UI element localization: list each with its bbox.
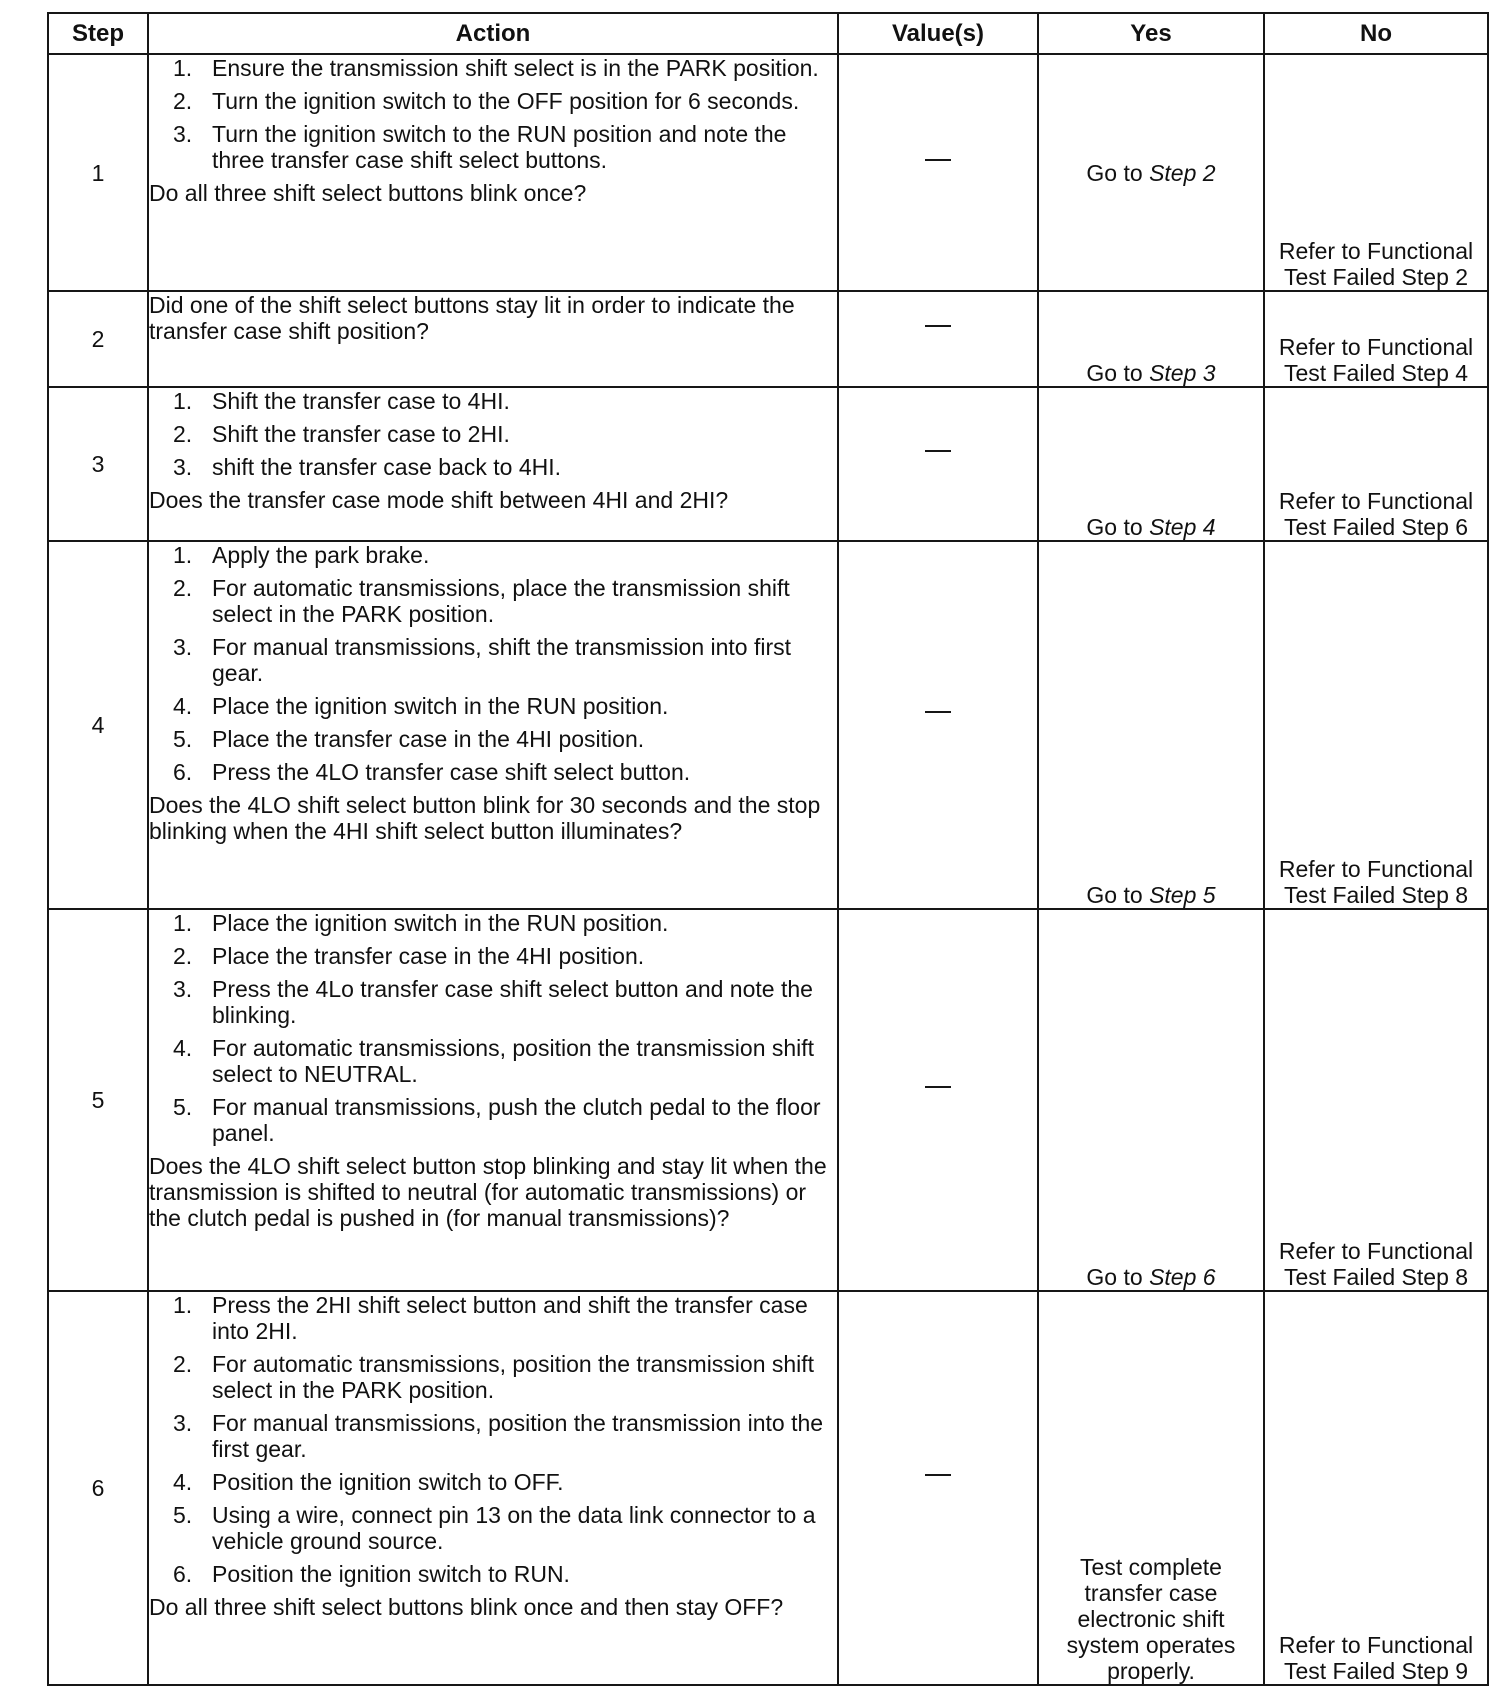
action-steps <box>149 1292 837 1587</box>
no-cell: Refer to Functional Test Failed Step 9 <box>1264 1291 1488 1685</box>
action-step-number: 3. <box>173 121 193 147</box>
action-step-number: 1. <box>173 55 193 81</box>
action-step-number: 5. <box>173 1502 193 1528</box>
action-step-number: 4. <box>173 693 193 719</box>
value-cell <box>838 909 1038 1291</box>
action-step-text: Shift the transfer case to 4HI. <box>212 388 510 414</box>
table-row-step-6 <box>48 1291 1488 1685</box>
action-step-text: Position the ignition switch to OFF. <box>212 1469 564 1495</box>
yes-step-ref: Step 5 <box>1149 882 1216 908</box>
action-step-text: Ensure the transmission shift select is in the PARK position. <box>212 55 819 81</box>
action-step-text: shift the transfer case back to 4HI. <box>212 454 561 480</box>
action-step <box>149 634 837 686</box>
value-cell <box>838 387 1038 541</box>
action-step <box>149 1035 837 1087</box>
action-step-text: For manual transmissions, shift the transmission into first gear. <box>212 634 792 686</box>
action-cell <box>148 291 838 387</box>
action-step <box>149 575 837 627</box>
yes-cell <box>1038 54 1264 291</box>
table-row-step-3 <box>48 387 1488 541</box>
action-step-text: Turn the ignition switch to the RUN position and note the three transfer case shift select buttons. <box>212 121 787 173</box>
action-step <box>149 1410 837 1462</box>
yes-prefix: Go to <box>1086 514 1150 540</box>
table-row-step-4 <box>48 541 1488 909</box>
action-question: Does the transfer case mode shift between 4HI and 2HI? <box>149 487 729 513</box>
action-step-text: Place the ignition switch in the RUN position. <box>212 910 669 936</box>
action-step-number: 1. <box>173 1292 193 1318</box>
action-step-text: Place the transfer case in the 4HI position. <box>212 943 645 969</box>
action-step-number: 6. <box>173 759 193 785</box>
action-step <box>149 1351 837 1403</box>
yes-cell <box>1038 541 1264 909</box>
no-cell: Refer to Functional Test Failed Step 8 <box>1264 909 1488 1291</box>
header-no: No <box>1264 13 1488 54</box>
action-step-number: 2. <box>173 575 193 601</box>
action-step-text: For automatic transmissions, position the transmission shift select to NEUTRAL. <box>212 1035 815 1087</box>
action-step-number: 3. <box>173 454 193 480</box>
action-step-number: 1. <box>173 388 193 414</box>
yes-cell <box>1038 291 1264 387</box>
action-step-number: 3. <box>173 976 193 1002</box>
action-step-text: Place the transfer case in the 4HI position. <box>212 726 645 752</box>
no-cell: Refer to Functional Test Failed Step 4 <box>1264 291 1488 387</box>
action-step-text: Press the 2HI shift select button and shift the transfer case into 2HI. <box>212 1292 808 1344</box>
action-step-number: 5. <box>173 1094 193 1120</box>
action-step <box>149 88 837 114</box>
action-question: Does the 4LO shift select button stop blinking and stay lit when the transmission is shifted to neutral (for automatic transmissions) or the clutch pedal is pushed in (for manual transmissions)? <box>149 1153 827 1231</box>
action-step-text: Shift the transfer case to 2HI. <box>212 421 510 447</box>
value-dash <box>925 1086 951 1114</box>
action-step-number: 1. <box>173 542 193 568</box>
action-question: Did one of the shift select buttons stay lit in order to indicate the transfer case shift position? <box>149 292 795 344</box>
action-step <box>149 1561 837 1587</box>
value-dash <box>925 711 951 739</box>
action-step <box>149 121 837 173</box>
action-step-number: 3. <box>173 1410 193 1436</box>
action-step-text: Press the 4Lo transfer case shift select button and note the blinking. <box>212 976 813 1028</box>
no-cell: Refer to Functional Test Failed Step 6 <box>1264 387 1488 541</box>
action-question: Do all three shift select buttons blink once and then stay OFF? <box>149 1594 784 1620</box>
table-row-step-5 <box>48 909 1488 1291</box>
action-step-text: For automatic transmissions, place the transmission shift select in the PARK position. <box>212 575 790 627</box>
step-number: 1 <box>48 54 148 291</box>
action-step-number: 2. <box>173 1351 193 1377</box>
yes-step-ref: Step 4 <box>1149 514 1216 540</box>
action-step-text: Using a wire, connect pin 13 on the data link connector to a vehicle ground source. <box>212 1502 816 1554</box>
yes-step-ref: Step 2 <box>1149 159 1216 186</box>
action-question: Does the 4LO shift select button blink for 30 seconds and the stop blinking when the 4HI shift select button illuminates? <box>149 792 821 844</box>
action-cell <box>148 387 838 541</box>
action-steps <box>149 55 837 173</box>
action-step-number: 4. <box>173 1035 193 1061</box>
action-step-number: 6. <box>173 1561 193 1587</box>
value-dash <box>925 325 951 353</box>
action-step-text: For manual transmissions, push the clutch pedal to the floor panel. <box>212 1094 821 1146</box>
action-step <box>149 693 837 719</box>
header-step: Step <box>48 13 148 54</box>
value-dash <box>925 1474 951 1502</box>
action-step-number: 2. <box>173 421 193 447</box>
action-step-text: Place the ignition switch in the RUN position. <box>212 693 669 719</box>
value-cell <box>838 291 1038 387</box>
action-step-text: Apply the park brake. <box>212 542 430 568</box>
action-step-text: For manual transmissions, position the transmission into the first gear. <box>212 1410 824 1462</box>
action-step <box>149 943 837 969</box>
action-step-number: 4. <box>173 1469 193 1495</box>
table-row-step-1 <box>48 54 1488 291</box>
action-cell <box>148 909 838 1291</box>
step-number: 4 <box>48 541 148 909</box>
value-cell <box>838 1291 1038 1685</box>
value-dash <box>925 450 951 478</box>
action-step <box>149 55 837 81</box>
header-action: Action <box>148 13 838 54</box>
action-step <box>149 454 837 480</box>
action-steps <box>149 910 837 1146</box>
header-yes: Yes <box>1038 13 1264 54</box>
yes-cell <box>1038 387 1264 541</box>
action-step <box>149 388 837 414</box>
yes-step-ref: Step 3 <box>1149 360 1216 386</box>
action-steps <box>149 388 837 480</box>
action-step-text: Press the 4LO transfer case shift select button. <box>212 759 691 785</box>
action-step <box>149 1469 837 1495</box>
step-number: 2 <box>48 291 148 387</box>
action-step <box>149 1094 837 1146</box>
table-row-step-2 <box>48 291 1488 387</box>
step-number: 3 <box>48 387 148 541</box>
yes-cell <box>1038 909 1264 1291</box>
yes-prefix: Go to <box>1086 360 1150 386</box>
yes-prefix: Go to <box>1086 1264 1150 1290</box>
action-step-number: 1. <box>173 910 193 936</box>
action-question: Do all three shift select buttons blink once? <box>149 180 587 206</box>
action-step-text: Position the ignition switch to RUN. <box>212 1561 570 1587</box>
action-step <box>149 421 837 447</box>
no-cell: Refer to Functional Test Failed Step 8 <box>1264 541 1488 909</box>
value-dash <box>925 159 951 187</box>
header-values: Value(s) <box>838 13 1038 54</box>
diagnostic-table <box>47 12 1489 1686</box>
action-step <box>149 1502 837 1554</box>
yes-prefix: Go to <box>1086 882 1150 908</box>
action-step-number: 3. <box>173 634 193 660</box>
action-step-text: For automatic transmissions, position the transmission shift select in the PARK position. <box>212 1351 815 1403</box>
value-cell <box>838 54 1038 291</box>
action-step-number: 5. <box>173 726 193 752</box>
action-step <box>149 1292 837 1344</box>
yes-cell: Test complete transfer case electronic shift system operates properly. <box>1038 1291 1264 1685</box>
no-cell: Refer to Functional Test Failed Step 2 <box>1264 54 1488 291</box>
action-step <box>149 759 837 785</box>
action-cell <box>148 1291 838 1685</box>
action-cell <box>148 541 838 909</box>
action-step <box>149 976 837 1028</box>
action-step <box>149 726 837 752</box>
yes-step-ref: Step 6 <box>1149 1264 1216 1290</box>
action-steps <box>149 542 837 785</box>
header-row <box>48 13 1488 54</box>
action-step-number: 2. <box>173 88 193 114</box>
action-step <box>149 542 837 568</box>
step-number: 6 <box>48 1291 148 1685</box>
value-cell <box>838 541 1038 909</box>
action-step-number: 2. <box>173 943 193 969</box>
action-cell <box>148 54 838 291</box>
yes-prefix: Go to <box>1086 159 1150 186</box>
step-number: 5 <box>48 909 148 1291</box>
action-step-text: Turn the ignition switch to the OFF position for 6 seconds. <box>212 88 800 114</box>
action-step <box>149 910 837 936</box>
